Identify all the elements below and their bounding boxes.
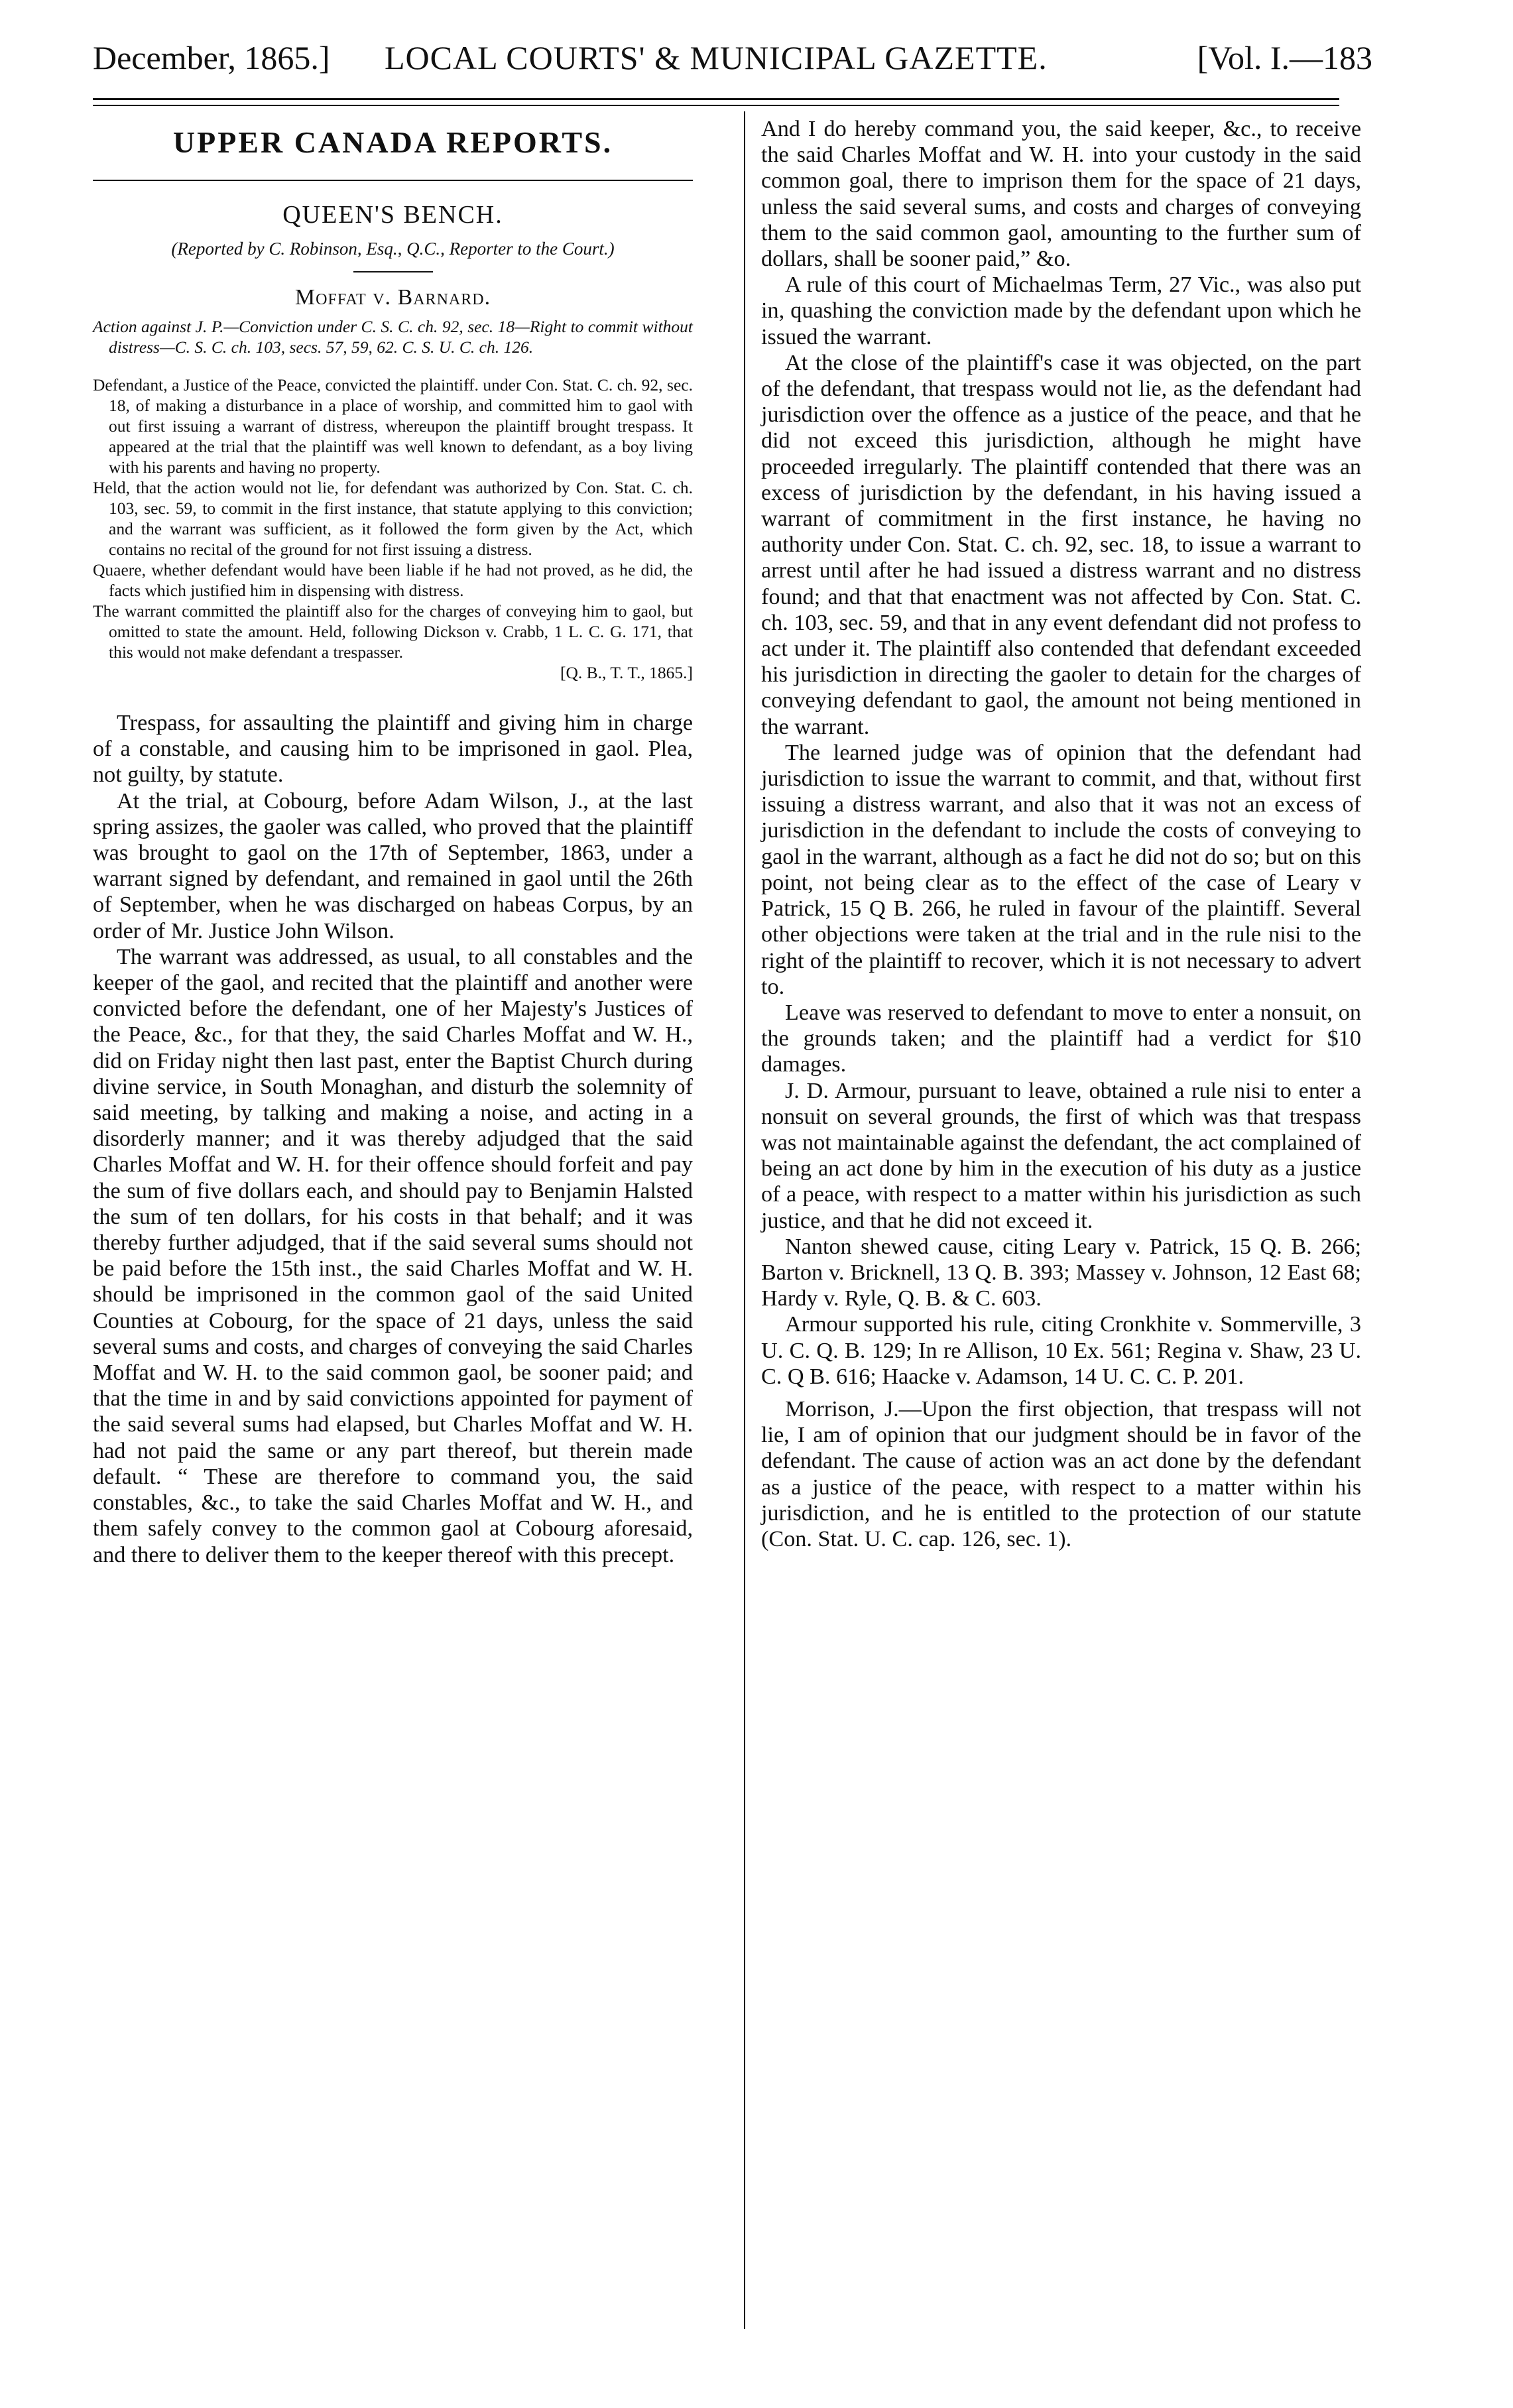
body-paragraph: The warrant was addressed, as usual, to all constables and the keeper of the gaol, and recited that the plaintiff and another were convicted before the defendant, one of her Majesty's Justices of the Peace, &c., for that they, the said Charles Moffat and W. H., did on Friday night then last past, enter the Baptist Church during divine service, in South Monaghan, and disturb the solemnity of said meeting, by talking and making a noise, and acting in a disorderly manner; and it was thereby adjudged that the said Charles Moffat and W. H. for their offence should forfeit and pay the sum of five dollars each, and should pay to Benjamin Halsted the sum of ten dollars, for his costs in that behalf; and it was thereby further adjudged, that if the said several sums should not be paid before the 15th inst., the said Charles Moffat and W. H. should be imprisoned in the common gaol of the said United Counties at Cobourg, for the space of 21 days, unless the said several sums and costs, and charges of conveying the said Charles Moffat and W. H. to the said common gaol, be sooner paid; and that the time in and by said convictions appointed for payment of the said several sums had elapsed, but Charles Moffat and W. H. had not paid the same or any part thereof, but therein made default. “ These are therefore to command you, the said constables, &c., to take the said Charles Moffat and W. H., and them safely convey to the common gaol at Cobourg aforesaid, and there to deliver them to the keeper thereof with this precept. [93, 944, 693, 1567]
header-date: December, 1865.] [93, 39, 330, 76]
case-title: Moffat v. Barnard. [294, 285, 491, 310]
section-title: UPPER CANADA REPORTS. [172, 125, 613, 159]
headnote: Defendant, a Justice of the Peace, convicted the plaintiff. under Con. Stat. C. ch. 92, sec. 18, of making a disturbance in a place of worship, and committed him to gaol with out first issuing a warrant of distress, whereupon the plaintiff brought trespass. It appeared at the trial that the plaintiff was well known to defendant, as a boy living with his parents and having no property. [93, 375, 693, 477]
short-rule [353, 271, 433, 272]
body-paragraph: At the trial, at Cobourg, before Adam Wilson, J., at the last spring assizes, the gaoler was called, who proved that the plaintiff was brought to gaol on the 17th of September, 1863, under a warrant signed by defendant, and remained in gaol until the 26th of September, when he was discharged on habeas Corpus, by an order of Mr. Justice John Wilson. [93, 788, 693, 943]
body-paragraph: The learned judge was of opinion that the defendant had jurisdiction to issue the warrant to commit, and that, without first issuing a distress warrant, and also that it was not an excess of jurisdiction in the defendant to include the costs of conveying to gaol in the warrant, although as a fact he did not do so; but on this point, not being clear as to the effect of the case of Leary v Patrick, 15 Q B. 266, he ruled in favour of the plaintiff. Several other objections were taken at the trial and in the rule nisi to the right of the plaintiff to recover, which it is not necessary to advert to. [761, 740, 1361, 999]
header-publication-title: LOCAL COURTS' & MUNICIPAL GAZETTE. [385, 39, 1048, 76]
body-paragraph: A rule of this court of Michaelmas Term, 27 Vic., was also put in, quashing the conviction made by the defendant upon which he issued the warrant. [761, 272, 1361, 349]
header-volume-page: [Vol. I.—183 [1197, 39, 1372, 76]
court-name: QUEEN'S BENCH. [282, 201, 503, 229]
case-citation: [Q. B., T. T., 1865.] [560, 663, 693, 682]
headnote: The warrant committed the plaintiff also for the charges of conveying him to gaol, but omitted to state the amount. Held, following Dickson v. Crabb, 1 L. C. G. 171, that this would not make defendant a trespasser. [93, 601, 693, 662]
reporter-line: (Reported by C. Robinson, Esq., Q.C., Reporter to the Court.) [171, 239, 615, 259]
body-paragraph: Nanton shewed cause, citing Leary v. Patrick, 15 Q. B. 266; Barton v. Bricknell, 13 Q. B. 393; Massey v. Johnson, 12 East 68; Hardy v. Ryle, Q. B. & C. 603. [761, 1234, 1361, 1311]
header-rule-top [93, 98, 1339, 100]
body-paragraph: Armour supported his rule, citing Cronkhite v. Sommerville, 3 U. C. Q. B. 129; In re Allison, 10 Ex. 561; Regina v. Shaw, 23 U. C. Q B. 616; Haacke v. Adamson, 14 U. C. C. P. 201. [761, 1312, 1361, 1389]
running-header [93, 34, 1372, 81]
case-summary: Action against J. P.—Conviction under C. S. C. ch. 92, sec. 18—Right to commit without distress—C. S. C. ch. 103, secs. 57, 59, 62. C. S. U. C. ch. 126. [93, 317, 693, 357]
body-paragraph: Morrison, J.—Upon the first objection, that trespass will not lie, I am of opinion that our judgment should be in favor of the defendant. The cause of action was an act done by the defendant as a justice of the peace, with respect to a matter within his jurisdiction, and he is entitled to the protection of our statute (Con. Stat. U. C. cap. 126, sec. 1). [761, 1396, 1361, 1551]
right-column [761, 116, 1361, 1552]
body-paragraph: Leave was reserved to defendant to move to enter a nonsuit, on the grounds taken; and the plaintiff had a verdict for $10 damages. [761, 1000, 1361, 1077]
left-column [93, 116, 693, 1568]
title-rule [93, 180, 693, 181]
headnote: Quaere, whether defendant would have been liable if he had not proved, as he did, the facts which justified him in dispensing with distress. [93, 560, 693, 600]
body-paragraph: Trespass, for assaulting the plaintiff and giving him in charge of a constable, and causing him to be imprisoned in gaol. Plea, not guilty, by statute. [93, 711, 693, 788]
body-paragraph: J. D. Armour, pursuant to leave, obtained a rule nisi to enter a nonsuit on several grounds, the first of which was that trespass was not maintainable against the defendant, the act complained of being an act done by him in the execution of his duty as a justice of a peace, with respect to a matter within his jurisdiction as such justice, and that he did not exceed it. [761, 1078, 1361, 1233]
body-paragraph: And I do hereby command you, the said keeper, &c., to receive the said Charles Moffat and W. H. into your custody in the said common goal, there to imprison them for the space of 21 days, unless the said several sums, and costs and charges of conveying them to the said common gaol, amounting to the further sum of dollars, shall be sooner paid,” &o. [761, 117, 1361, 272]
headnote: Held, that the action would not lie, for defendant was authorized by Con. Stat. C. ch. 103, sec. 59, to commit in the first instance, that statute applying to this conviction; and the warrant was sufficient, as it followed the form given by the Act, which contains no recital of the ground for not first issuing a distress. [93, 478, 693, 559]
column-divider [744, 111, 745, 2329]
header-rule-bottom [93, 105, 1339, 106]
body-paragraph: At the close of the plaintiff's case it was objected, on the part of the defendant, that trespass would not lie, as the defendant had jurisdiction over the offence as a justice of the peace, and that he did not exceed this jurisdiction, although he might have proceeded irregularly. The plaintiff contended that there was an excess of jurisdiction by the defendant, in his having issued a warrant of commitment in the first instance, he having no authority under Con. Stat. C. ch. 92, sec. 18, to issue a warrant to arrest until after he had issued a distress warrant and no distress found; and that that enactment was not affected by Con. Stat. C. ch. 103, sec. 59, and that in any event defendant did not profess to act under it. The plaintiff also contended that defendant exceeded his jurisdiction in directing the gaoler to detain for the charges of conveying defendant to gaol, the amount not being mentioned in the warrant. [761, 350, 1361, 739]
